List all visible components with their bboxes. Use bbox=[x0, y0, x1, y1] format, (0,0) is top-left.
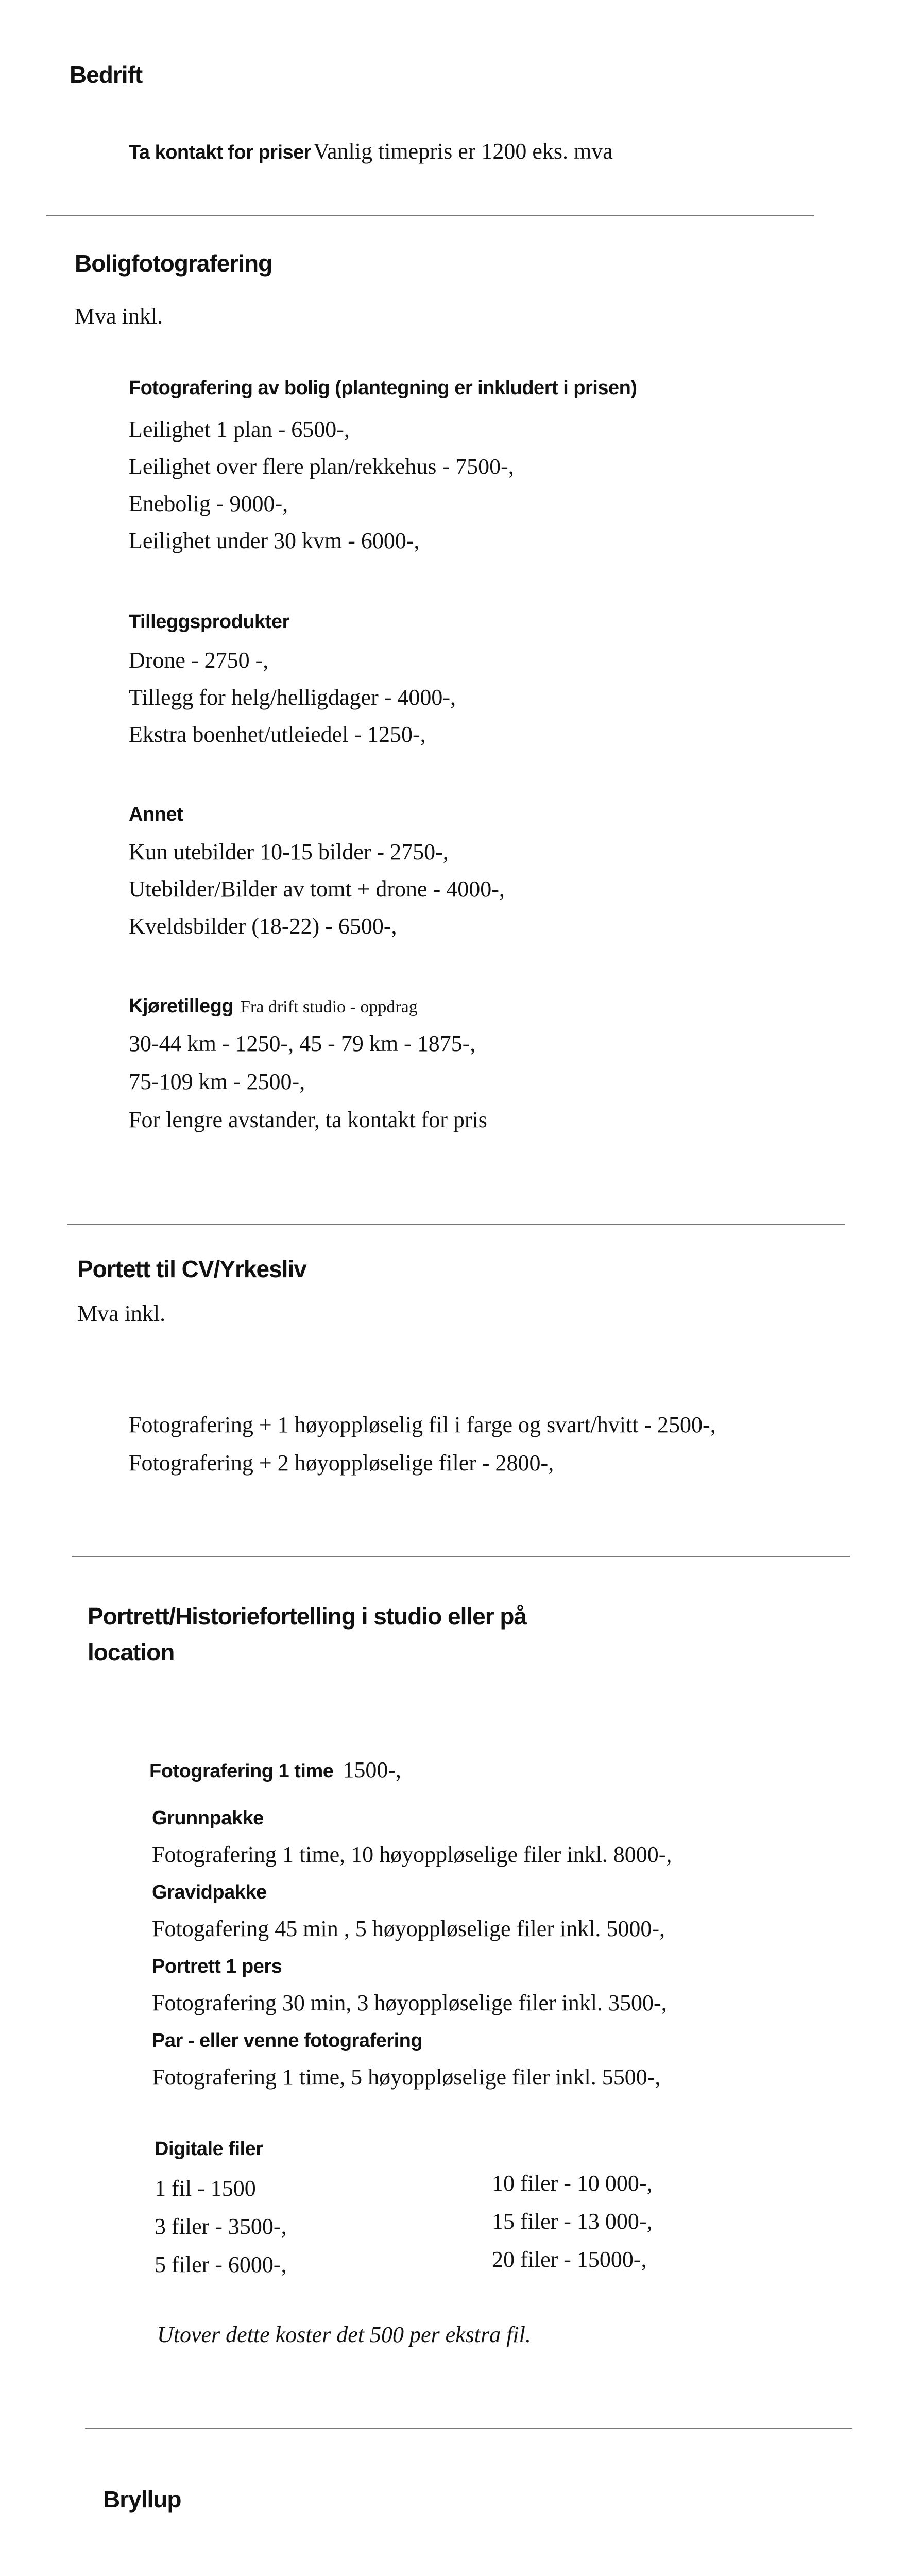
vat-note: Mva inkl. bbox=[75, 303, 163, 329]
price-line: Drone - 2750 -, bbox=[129, 648, 269, 673]
section-title: Portett til CV/Yrkesliv bbox=[77, 1256, 306, 1282]
digital-price: 3 filer - 3500-, bbox=[155, 2214, 287, 2239]
price-line: Fotografering + 1 høyoppløselig fil i farge og svart/hvitt - 2500-, bbox=[129, 1412, 716, 1437]
digital-price: 20 filer - 15000-, bbox=[492, 2247, 647, 2272]
price-line: Leilighet under 30 kvm - 6000-, bbox=[129, 528, 420, 553]
price-line: Leilighet over flere plan/rekkehus - 7500-, bbox=[129, 454, 514, 479]
section-title: Boligfotografering bbox=[75, 250, 272, 277]
extra-file-note: Utover dette koster det 500 per ekstra fil. bbox=[157, 2322, 531, 2347]
divider bbox=[85, 2428, 852, 2429]
intro-bold: Fotografering 1 time bbox=[149, 1760, 334, 1782]
divider bbox=[67, 1224, 845, 1225]
section-title: Portrett/Historiefortelling i studio eller på bbox=[88, 1603, 527, 1630]
intro-price: 1500-, bbox=[343, 1757, 402, 1783]
group-heading: Kjøretillegg bbox=[129, 995, 234, 1017]
contact-bold: Ta kontakt for priser bbox=[129, 142, 312, 163]
package-name: Par - eller venne fotografering bbox=[152, 2030, 423, 2052]
digital-price: 15 filer - 13 000-, bbox=[492, 2209, 653, 2234]
vat-note: Mva inkl. bbox=[77, 1301, 166, 1326]
contact-line bbox=[129, 138, 613, 164]
price-line: Fotografering + 2 høyoppløselige filer - 2800-, bbox=[129, 1450, 554, 1476]
price-line: Tillegg for helg/helligdager - 4000-, bbox=[129, 685, 456, 710]
divider bbox=[72, 1556, 850, 1557]
package-name: Gravidpakke bbox=[152, 1882, 267, 1903]
price-line: Enebolig - 9000-, bbox=[129, 491, 288, 516]
package-desc: Fotografering 1 time, 5 høyoppløselige filer inkl. 5500-, bbox=[152, 2064, 661, 2090]
package-desc: Fotografering 30 min, 3 høyoppløselige filer inkl. 3500-, bbox=[152, 1990, 667, 2015]
group-heading-line bbox=[129, 995, 418, 1018]
price-line: Leilighet 1 plan - 6500-, bbox=[129, 417, 350, 442]
digital-price: 1 fil - 1500 bbox=[155, 2176, 256, 2201]
price-line: Ekstra boenhet/utleiedel - 1250-, bbox=[129, 722, 426, 747]
contact-text: Vanlig timepris er 1200 eks. mva bbox=[313, 139, 613, 164]
divider bbox=[46, 215, 814, 216]
price-line: Utebilder/Bilder av tomt + drone - 4000-, bbox=[129, 876, 505, 902]
package-name: Portrett 1 pers bbox=[152, 1956, 282, 1977]
group-heading: Annet bbox=[129, 804, 183, 825]
package-name: Grunnpakke bbox=[152, 1807, 264, 1829]
section-title-cont: location bbox=[88, 1639, 175, 1666]
price-line: Kveldsbilder (18-22) - 6500-, bbox=[129, 913, 397, 939]
price-line: Kun utebilder 10-15 bilder - 2750-, bbox=[129, 839, 449, 865]
digital-heading: Digitale filer bbox=[155, 2138, 263, 2160]
price-line: 30-44 km - 1250-, 45 - 79 km - 1875-, bbox=[129, 1031, 476, 1056]
section-title: Bedrift bbox=[70, 61, 143, 88]
digital-price: 5 filer - 6000-, bbox=[155, 2252, 287, 2277]
price-line: For lengre avstander, ta kontakt for pris bbox=[129, 1107, 487, 1132]
digital-price: 10 filer - 10 000-, bbox=[492, 2171, 653, 2196]
group-heading: Fotografering av bolig (plantegning er inkludert i prisen) bbox=[129, 377, 637, 399]
group-heading: Tilleggsprodukter bbox=[129, 611, 289, 633]
package-desc: Fotografering 1 time, 10 høyoppløselige filer inkl. 8000-, bbox=[152, 1842, 672, 1867]
price-line: 75-109 km - 2500-, bbox=[129, 1069, 305, 1094]
group-note: Fra drift studio - oppdrag bbox=[241, 997, 418, 1016]
section-title: Bryllup bbox=[103, 2486, 181, 2513]
package-desc: Fotogafering 45 min , 5 høyoppløselige filer inkl. 5000-, bbox=[152, 1916, 665, 1941]
intro-line bbox=[149, 1757, 401, 1783]
